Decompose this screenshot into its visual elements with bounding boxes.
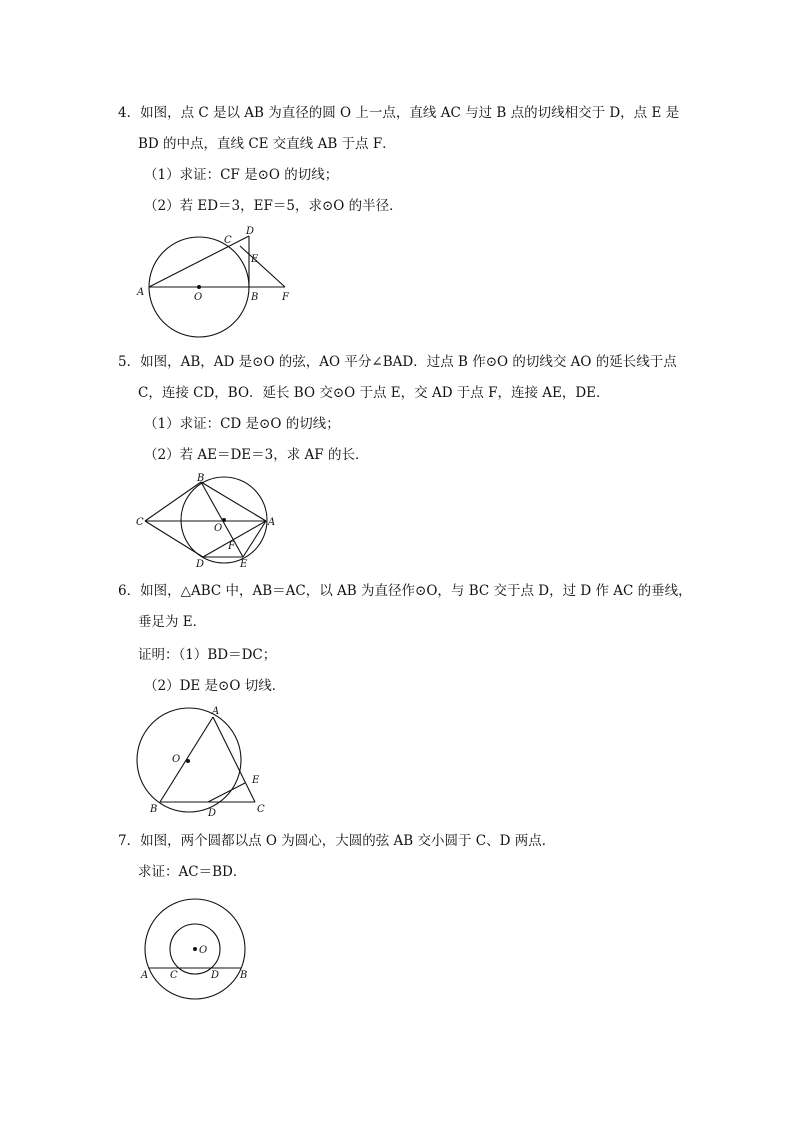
p6-label-c: C xyxy=(257,804,265,815)
p5-label-b: B xyxy=(197,473,205,484)
p5-label-e: E xyxy=(240,559,248,570)
p6-label-o: O xyxy=(172,754,181,765)
p5-label-c: C xyxy=(136,517,144,528)
p4-label-e: E xyxy=(251,254,259,265)
p7-label-c: C xyxy=(170,970,178,981)
problem-5-part-2: （2）若 AE＝DE＝3，求 AF 的长． xyxy=(144,447,369,463)
p7-point-o xyxy=(193,947,197,951)
problem-6-proof-1: 证明：（1）BD＝DC； xyxy=(138,647,277,663)
problem-4-line-2: BD 的中点，直线 CE 交直线 AB 于点 F． xyxy=(138,136,396,152)
problem-4-text-1: 如图，点 C 是以 AB 为直径的圆 O 上一点，直线 AC 与过 B 点的切线相交于 D，点 E 是 xyxy=(140,105,680,121)
problem-6-proof-2: （2）DE 是⊙O 切线． xyxy=(144,678,286,694)
p7-label-o: O xyxy=(199,945,208,956)
p6-label-a: A xyxy=(212,706,220,717)
problem-6-line-2: 垂足为 E． xyxy=(138,614,207,630)
p5-label-a: A xyxy=(268,517,276,528)
p4-label-d: D xyxy=(246,226,255,237)
problem-7-number: 7． xyxy=(118,833,141,849)
p4-label-c: C xyxy=(224,235,232,246)
problem-6-number: 6． xyxy=(118,583,141,599)
p7-label-b: B xyxy=(240,970,248,981)
p5-label-o: O xyxy=(214,523,223,534)
problem-7-line-2: 求证：AC＝BD． xyxy=(138,864,247,880)
problem-5-number: 5． xyxy=(118,354,141,370)
p6-label-d: D xyxy=(208,808,217,819)
p4-label-o: O xyxy=(194,292,203,303)
p5-label-f: F xyxy=(228,541,235,552)
p7-label-d: D xyxy=(211,970,220,981)
problem-7-text-1: 如图，两个圆都以点 O 为圆心，大圆的弦 AB 交小圆于 C、D 两点． xyxy=(140,833,556,849)
p6-label-e: E xyxy=(252,775,260,786)
p4-label-b: B xyxy=(251,292,259,303)
p4-label-f: F xyxy=(282,292,289,303)
problem-5-part-1: （1）求证：CD 是⊙O 的切线； xyxy=(144,416,340,432)
problem-5-line-2: C，连接 CD，BO．延长 BO 交⊙O 于点 E，交 AD 于点 F，连接 AE，DE． xyxy=(138,385,610,401)
problem-4-part-2: （2）若 ED＝3，EF＝5，求⊙O 的半径． xyxy=(144,198,403,214)
p7-label-a: A xyxy=(141,970,149,981)
p6-label-b: B xyxy=(150,804,158,815)
p5-label-d: D xyxy=(196,559,205,570)
problem-6-text-1: 如图，△ABC 中，AB＝AC，以 AB 为直径作⊙O，与 BC 交于点 D，过 D 作 AC 的垂线， xyxy=(140,583,692,599)
problem-4-part-1: （1）求证：CF 是⊙O 的切线； xyxy=(144,167,339,183)
problem-5-text-1: 如图，AB，AD 是⊙O 的弦，AO 平分∠BAD．过点 B 作⊙O 的切线交 AO 的延长线于点 xyxy=(140,354,677,370)
p4-label-a: A xyxy=(137,287,145,298)
problem-4-number: 4． xyxy=(118,105,141,121)
